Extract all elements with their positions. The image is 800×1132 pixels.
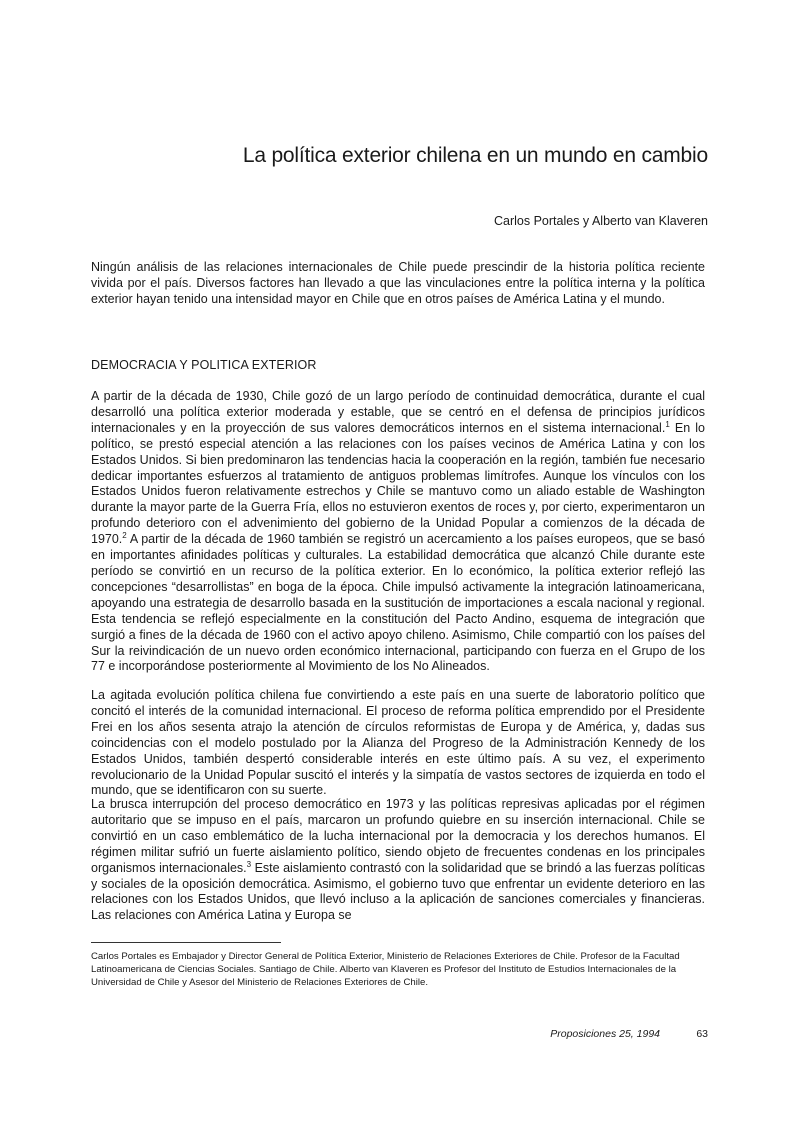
article-authors: Carlos Portales y Alberto van Klaveren [494, 214, 708, 228]
body-paragraph-3 [91, 797, 705, 924]
paragraph-text: A partir de la década de 1960 también se registró un acercamiento a los países europeos, que se basó en importantes afinidades políticas y culturales. La estabilidad democrática que alcanzó Chile durante este período se convirtió en un recurso de la política exterior. En lo económico, la política exterior reflejó las concepciones “desarrollistas” en boga de la época. Chile impulsó activamente la integración latinoamericana, apoyando una estrategia de desarrollo basada en la sustitución de importaciones a escala nacional y regional. Esta tendencia se reflejó especialmente en la constitución del Pacto Andino, esquema de integración que surgió a fines de la década de 1960 con el activo apoyo chileno. Asimismo, Chile compartió con los países del Sur la reivindicación de un nuevo orden económico internacional, participando con fuerza en el Grupo de los 77 e incorporándose posteriormente al Movimiento de los No Alineados. [91, 532, 705, 674]
footnote-ref-2: 2 [122, 531, 127, 540]
footnote-divider [91, 942, 281, 943]
body-paragraph-1 [91, 389, 705, 675]
paragraph-text: Este aislamiento contrastó con la solidaridad que se brindó a las fuerzas políticas y sociales de la oposición democrática. Asimismo, el gobierno tuvo que enfrentar un evidente deterioro en las relaciones con los Estados Unidos, que llevó incluso a la aplicación de sanciones comerciales y financieras. Las relaciones con América Latina y Europa se [91, 860, 705, 923]
page-number: 63 [696, 1028, 708, 1040]
paragraph-text: A partir de la década de 1930, Chile gozó de un largo período de continuidad democrática, durante el cual desarrolló una política exterior moderada y estable, que se centró en el defensa de principios jurídicos internacionales y en la proyección de sus valores democráticos internos en el sistema internacional. [91, 389, 705, 435]
paragraph-text: La brusca interrupción del proceso democrático en 1973 y las políticas represivas aplicadas por el régimen autoritario que se impuso en el país, marcaron un profundo quiebre en su inserción internacional. Chile se convirtió en un caso emblemático de la lucha internacional por la democracia y los derechos humanos. El régimen militar sufrió un fuerte aislamiento político, siendo objeto de frecuentes condenas en los principales organismos internacionales. [91, 797, 705, 875]
journal-citation: Proposiciones 25, 1994 [550, 1028, 660, 1040]
section-heading: DEMOCRACIA Y POLITICA EXTERIOR [91, 358, 317, 372]
body-paragraph-2: La agitada evolución política chilena fue convirtiendo a este país en una suerte de laboratorio político que concitó el interés de la comunidad internacional. El proceso de reforma política emprendido por el Presidente Frei en los años sesenta atrajo la atención de círculos reformistas de Europa y de América, y, dadas sus coincidencias con el modelo postulado por la Alianza del Progreso de la Administración Kennedy de los Estados Unidos, también despertó considerable interés en este último país. A su vez, el experimento revolucionario de la Unidad Popular suscitó el interés y la simpatía de vastos sectores de izquierda en todo el mundo, que se identificaron con su suerte. [91, 688, 705, 798]
footnote-ref-3: 3 [246, 859, 252, 869]
footnote-ref-1: 1 [665, 419, 670, 429]
paragraph-text: En lo político, se prestó especial atención a las relaciones con los países vecinos de América Latina y con los Estados Unidos. Si bien predominaron las tendencias hacia la cooperación en la región, también fue necesario dedicar importantes esfuerzos al tratamiento de antiguos problemas limítrofes. Aunque los vínculos con los Estados Unidos fueron relativamente estrechos y Chile se mantuvo como un aliado estable de Washington durante la mayor parte de la Guerra Fría, ellos no estuvieron exentos de roces y, por cierto, experimentaron un profundo deterioro con el advenimiento del gobierno de la Unidad Popular a comienzos de la década de 1970. [91, 420, 705, 547]
article-title: La política exterior chilena en un mundo en cambio [242, 144, 708, 167]
footnote-text: Carlos Portales es Embajador y Director General de Política Exterior, Ministerio de Relaciones Exteriores de Chile. Profesor de la Facultad Latinoamericana de Ciencias Sociales. Santiago de Chile. Alberto van Klaveren es Profesor del Instituto de Estudios Internacionales de la Universidad de Chile y Asesor del Ministerio de Relaciones Exteriores de Chile. [91, 951, 680, 989]
intro-paragraph: Ningún análisis de las relaciones internacionales de Chile puede prescindir de la historia política reciente vivida por el país. Diversos factores han llevado a que las vinculaciones entre la política interna y la política exterior hayan tenido una intensidad mayor en Chile que en otros países de América Latina y el mundo. [91, 260, 705, 306]
